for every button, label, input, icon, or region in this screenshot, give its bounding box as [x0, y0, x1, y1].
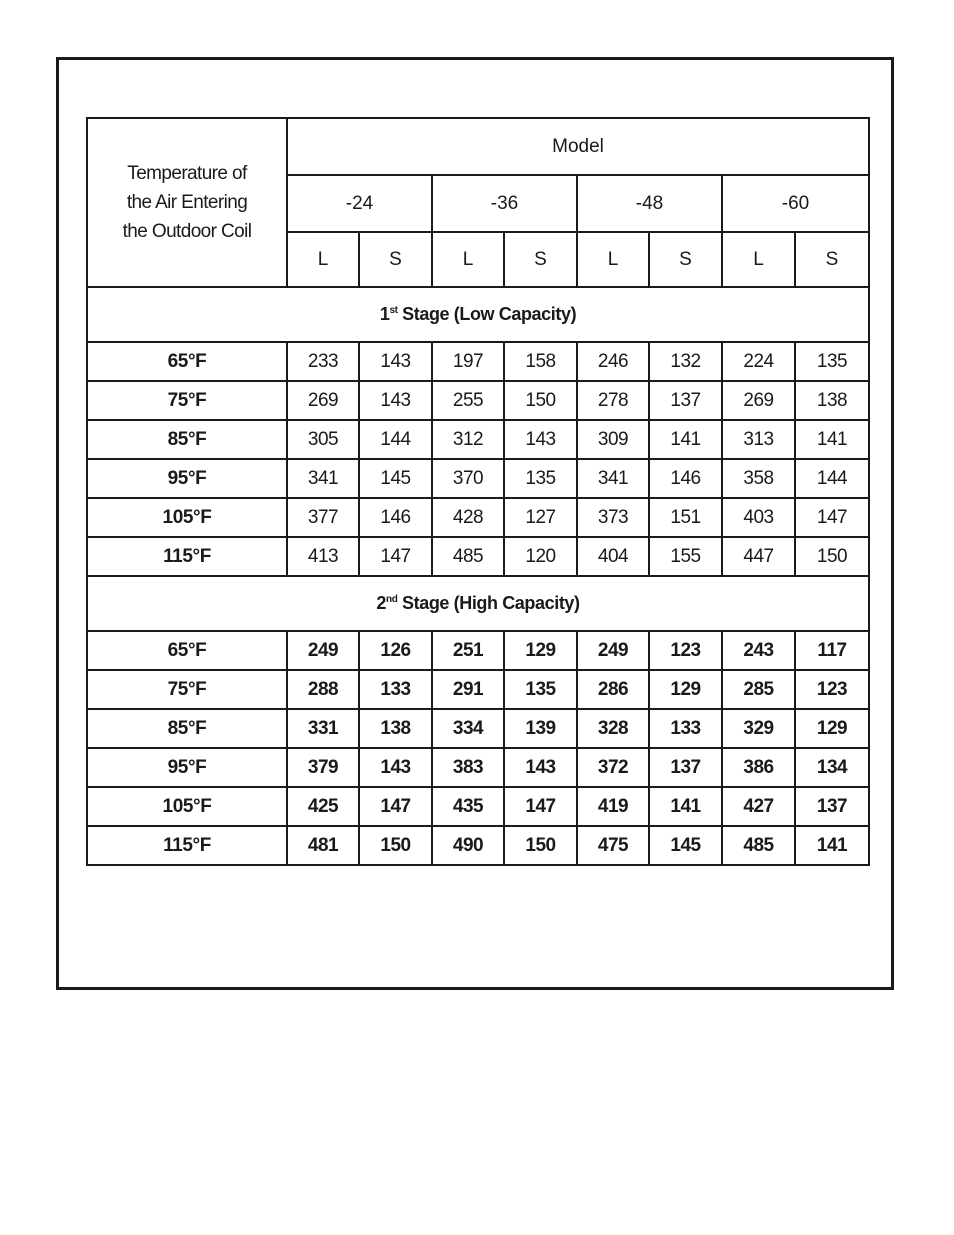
subcolumn-header: S	[359, 232, 432, 287]
pressure-value-cell: 285	[722, 670, 795, 709]
subcolumn-header: S	[504, 232, 577, 287]
pressure-value-cell: 427	[722, 787, 795, 826]
corner-line: Temperature of	[127, 163, 247, 184]
pressure-value-cell: 134	[795, 748, 869, 787]
pressure-value-cell: 386	[722, 748, 795, 787]
pressure-value-cell: 224	[722, 342, 795, 381]
pressure-value-cell: 278	[577, 381, 649, 420]
pressure-value-cell: 329	[722, 709, 795, 748]
pressure-value-cell: 269	[722, 381, 795, 420]
pressure-value-cell: 255	[432, 381, 504, 420]
pressure-value-cell: 120	[504, 537, 577, 576]
temperature-label: 75°F	[87, 381, 287, 420]
pressure-value-cell: 137	[795, 787, 869, 826]
stage1-title	[87, 287, 869, 342]
pressure-value-cell: 147	[504, 787, 577, 826]
pressure-value-cell: 133	[359, 670, 432, 709]
pressure-value-cell: 428	[432, 498, 504, 537]
temperature-label: 95°F	[87, 459, 287, 498]
pressure-value-cell: 291	[432, 670, 504, 709]
stage-title-number: 2	[376, 593, 386, 613]
pressure-value-cell: 126	[359, 631, 432, 670]
pressure-value-cell: 138	[795, 381, 869, 420]
model-size-header: -60	[722, 175, 869, 232]
pressure-value-cell: 141	[649, 420, 722, 459]
stage2-title	[87, 576, 869, 631]
pressure-value-cell: 145	[649, 826, 722, 865]
stage2-rows	[87, 631, 869, 865]
pressure-value-cell: 475	[577, 826, 649, 865]
temperature-label: 85°F	[87, 709, 287, 748]
pressure-value-cell: 328	[577, 709, 649, 748]
pressure-value-cell: 249	[287, 631, 359, 670]
corner-header	[87, 118, 287, 287]
pressure-value-cell: 370	[432, 459, 504, 498]
model-size-header: -36	[432, 175, 577, 232]
pressure-value-cell: 133	[649, 709, 722, 748]
pressure-value-cell: 419	[577, 787, 649, 826]
pressure-value-cell: 425	[287, 787, 359, 826]
pressure-value-cell: 137	[649, 381, 722, 420]
table-row	[87, 381, 869, 420]
stage1-title-row	[87, 287, 869, 342]
pressure-value-cell: 139	[504, 709, 577, 748]
pressure-value-cell: 309	[577, 420, 649, 459]
pressure-value-cell: 147	[795, 498, 869, 537]
pressure-value-cell: 146	[649, 459, 722, 498]
pressure-value-cell: 485	[432, 537, 504, 576]
pressure-value-cell: 129	[504, 631, 577, 670]
stage-title-ordinal: st	[389, 305, 398, 316]
pressure-value-cell: 141	[649, 787, 722, 826]
pressure-value-cell: 341	[287, 459, 359, 498]
pressure-value-cell: 373	[577, 498, 649, 537]
pressure-value-cell: 269	[287, 381, 359, 420]
pressure-value-cell: 413	[287, 537, 359, 576]
pressure-value-cell: 377	[287, 498, 359, 537]
pressure-value-cell: 141	[795, 826, 869, 865]
pressure-value-cell: 123	[795, 670, 869, 709]
pressure-value-cell: 404	[577, 537, 649, 576]
model-header: Model	[287, 118, 869, 175]
temperature-label: 115°F	[87, 537, 287, 576]
subcolumn-header: L	[432, 232, 504, 287]
header-model-row	[87, 118, 869, 175]
table-row	[87, 498, 869, 537]
pressure-value-cell: 246	[577, 342, 649, 381]
table-row	[87, 709, 869, 748]
subcolumn-header: L	[722, 232, 795, 287]
pressure-value-cell: 138	[359, 709, 432, 748]
table-row	[87, 787, 869, 826]
corner-line: the Outdoor Coil	[122, 221, 252, 242]
pressure-value-cell: 435	[432, 787, 504, 826]
pressure-value-cell: 481	[287, 826, 359, 865]
temperature-label: 75°F	[87, 670, 287, 709]
pressure-value-cell: 137	[649, 748, 722, 787]
pressure-value-cell: 155	[649, 537, 722, 576]
pressure-value-cell: 288	[287, 670, 359, 709]
table-row	[87, 537, 869, 576]
pressure-value-cell: 485	[722, 826, 795, 865]
pressure-value-cell: 135	[504, 670, 577, 709]
pressure-value-cell: 129	[795, 709, 869, 748]
temperature-label: 105°F	[87, 787, 287, 826]
pressure-value-cell: 150	[795, 537, 869, 576]
subcolumn-header: S	[795, 232, 869, 287]
pressure-value-cell: 251	[432, 631, 504, 670]
stage-title-number: 1	[379, 304, 390, 324]
table-row	[87, 748, 869, 787]
subcolumn-header: L	[287, 232, 359, 287]
pressure-value-cell: 123	[649, 631, 722, 670]
pressure-value-cell: 127	[504, 498, 577, 537]
pressure-value-cell: 129	[649, 670, 722, 709]
stage1-rows	[87, 342, 869, 576]
pressure-value-cell: 143	[359, 748, 432, 787]
stage2-title-row	[87, 576, 869, 631]
table-row	[87, 631, 869, 670]
pressure-value-cell: 447	[722, 537, 795, 576]
pressure-value-cell: 383	[432, 748, 504, 787]
pressure-value-cell: 135	[795, 342, 869, 381]
pressure-value-cell: 143	[504, 420, 577, 459]
temperature-label: 115°F	[87, 826, 287, 865]
pressure-value-cell: 150	[504, 826, 577, 865]
pressure-value-cell: 334	[432, 709, 504, 748]
pressure-value-cell: 341	[577, 459, 649, 498]
pressure-value-cell: 147	[359, 787, 432, 826]
temperature-label: 85°F	[87, 420, 287, 459]
pressure-value-cell: 305	[287, 420, 359, 459]
pressure-value-cell: 145	[359, 459, 432, 498]
pressure-value-cell: 490	[432, 826, 504, 865]
stage-title-text: Stage (High Capacity)	[397, 593, 580, 613]
pressure-value-cell: 150	[359, 826, 432, 865]
pressure-value-cell: 358	[722, 459, 795, 498]
pressure-value-cell: 144	[795, 459, 869, 498]
model-size-header: -24	[287, 175, 432, 232]
temperature-label: 105°F	[87, 498, 287, 537]
pressure-value-cell: 331	[287, 709, 359, 748]
pressure-value-cell: 150	[504, 381, 577, 420]
pressure-value-cell: 143	[359, 342, 432, 381]
temperature-label: 95°F	[87, 748, 287, 787]
stage-title-text: Stage (Low Capacity)	[397, 304, 577, 324]
pressure-value-cell: 141	[795, 420, 869, 459]
pressure-value-cell: 312	[432, 420, 504, 459]
table-row	[87, 459, 869, 498]
pressure-value-cell: 158	[504, 342, 577, 381]
pressure-value-cell: 249	[577, 631, 649, 670]
pressure-value-cell: 132	[649, 342, 722, 381]
pressure-value-cell: 379	[287, 748, 359, 787]
pressure-value-cell: 243	[722, 631, 795, 670]
subcolumn-header: L	[577, 232, 649, 287]
pressure-value-cell: 403	[722, 498, 795, 537]
pressure-value-cell: 286	[577, 670, 649, 709]
pressure-value-cell: 372	[577, 748, 649, 787]
pressure-table	[86, 117, 870, 866]
table-row	[87, 826, 869, 865]
pressure-value-cell: 146	[359, 498, 432, 537]
table-row	[87, 670, 869, 709]
temperature-label: 65°F	[87, 342, 287, 381]
pressure-value-cell: 143	[504, 748, 577, 787]
pressure-value-cell: 117	[795, 631, 869, 670]
stage-title-ordinal: nd	[385, 594, 398, 605]
table-row	[87, 420, 869, 459]
pressure-value-cell: 135	[504, 459, 577, 498]
pressure-value-cell: 144	[359, 420, 432, 459]
subcolumn-header: S	[649, 232, 722, 287]
pressure-value-cell: 197	[432, 342, 504, 381]
pressure-value-cell: 151	[649, 498, 722, 537]
table-row	[87, 342, 869, 381]
pressure-value-cell: 147	[359, 537, 432, 576]
pressure-value-cell: 313	[722, 420, 795, 459]
model-size-header: -48	[577, 175, 722, 232]
pressure-value-cell: 143	[359, 381, 432, 420]
temperature-label: 65°F	[87, 631, 287, 670]
pressure-value-cell: 233	[287, 342, 359, 381]
corner-line: the Air Entering	[126, 192, 248, 213]
